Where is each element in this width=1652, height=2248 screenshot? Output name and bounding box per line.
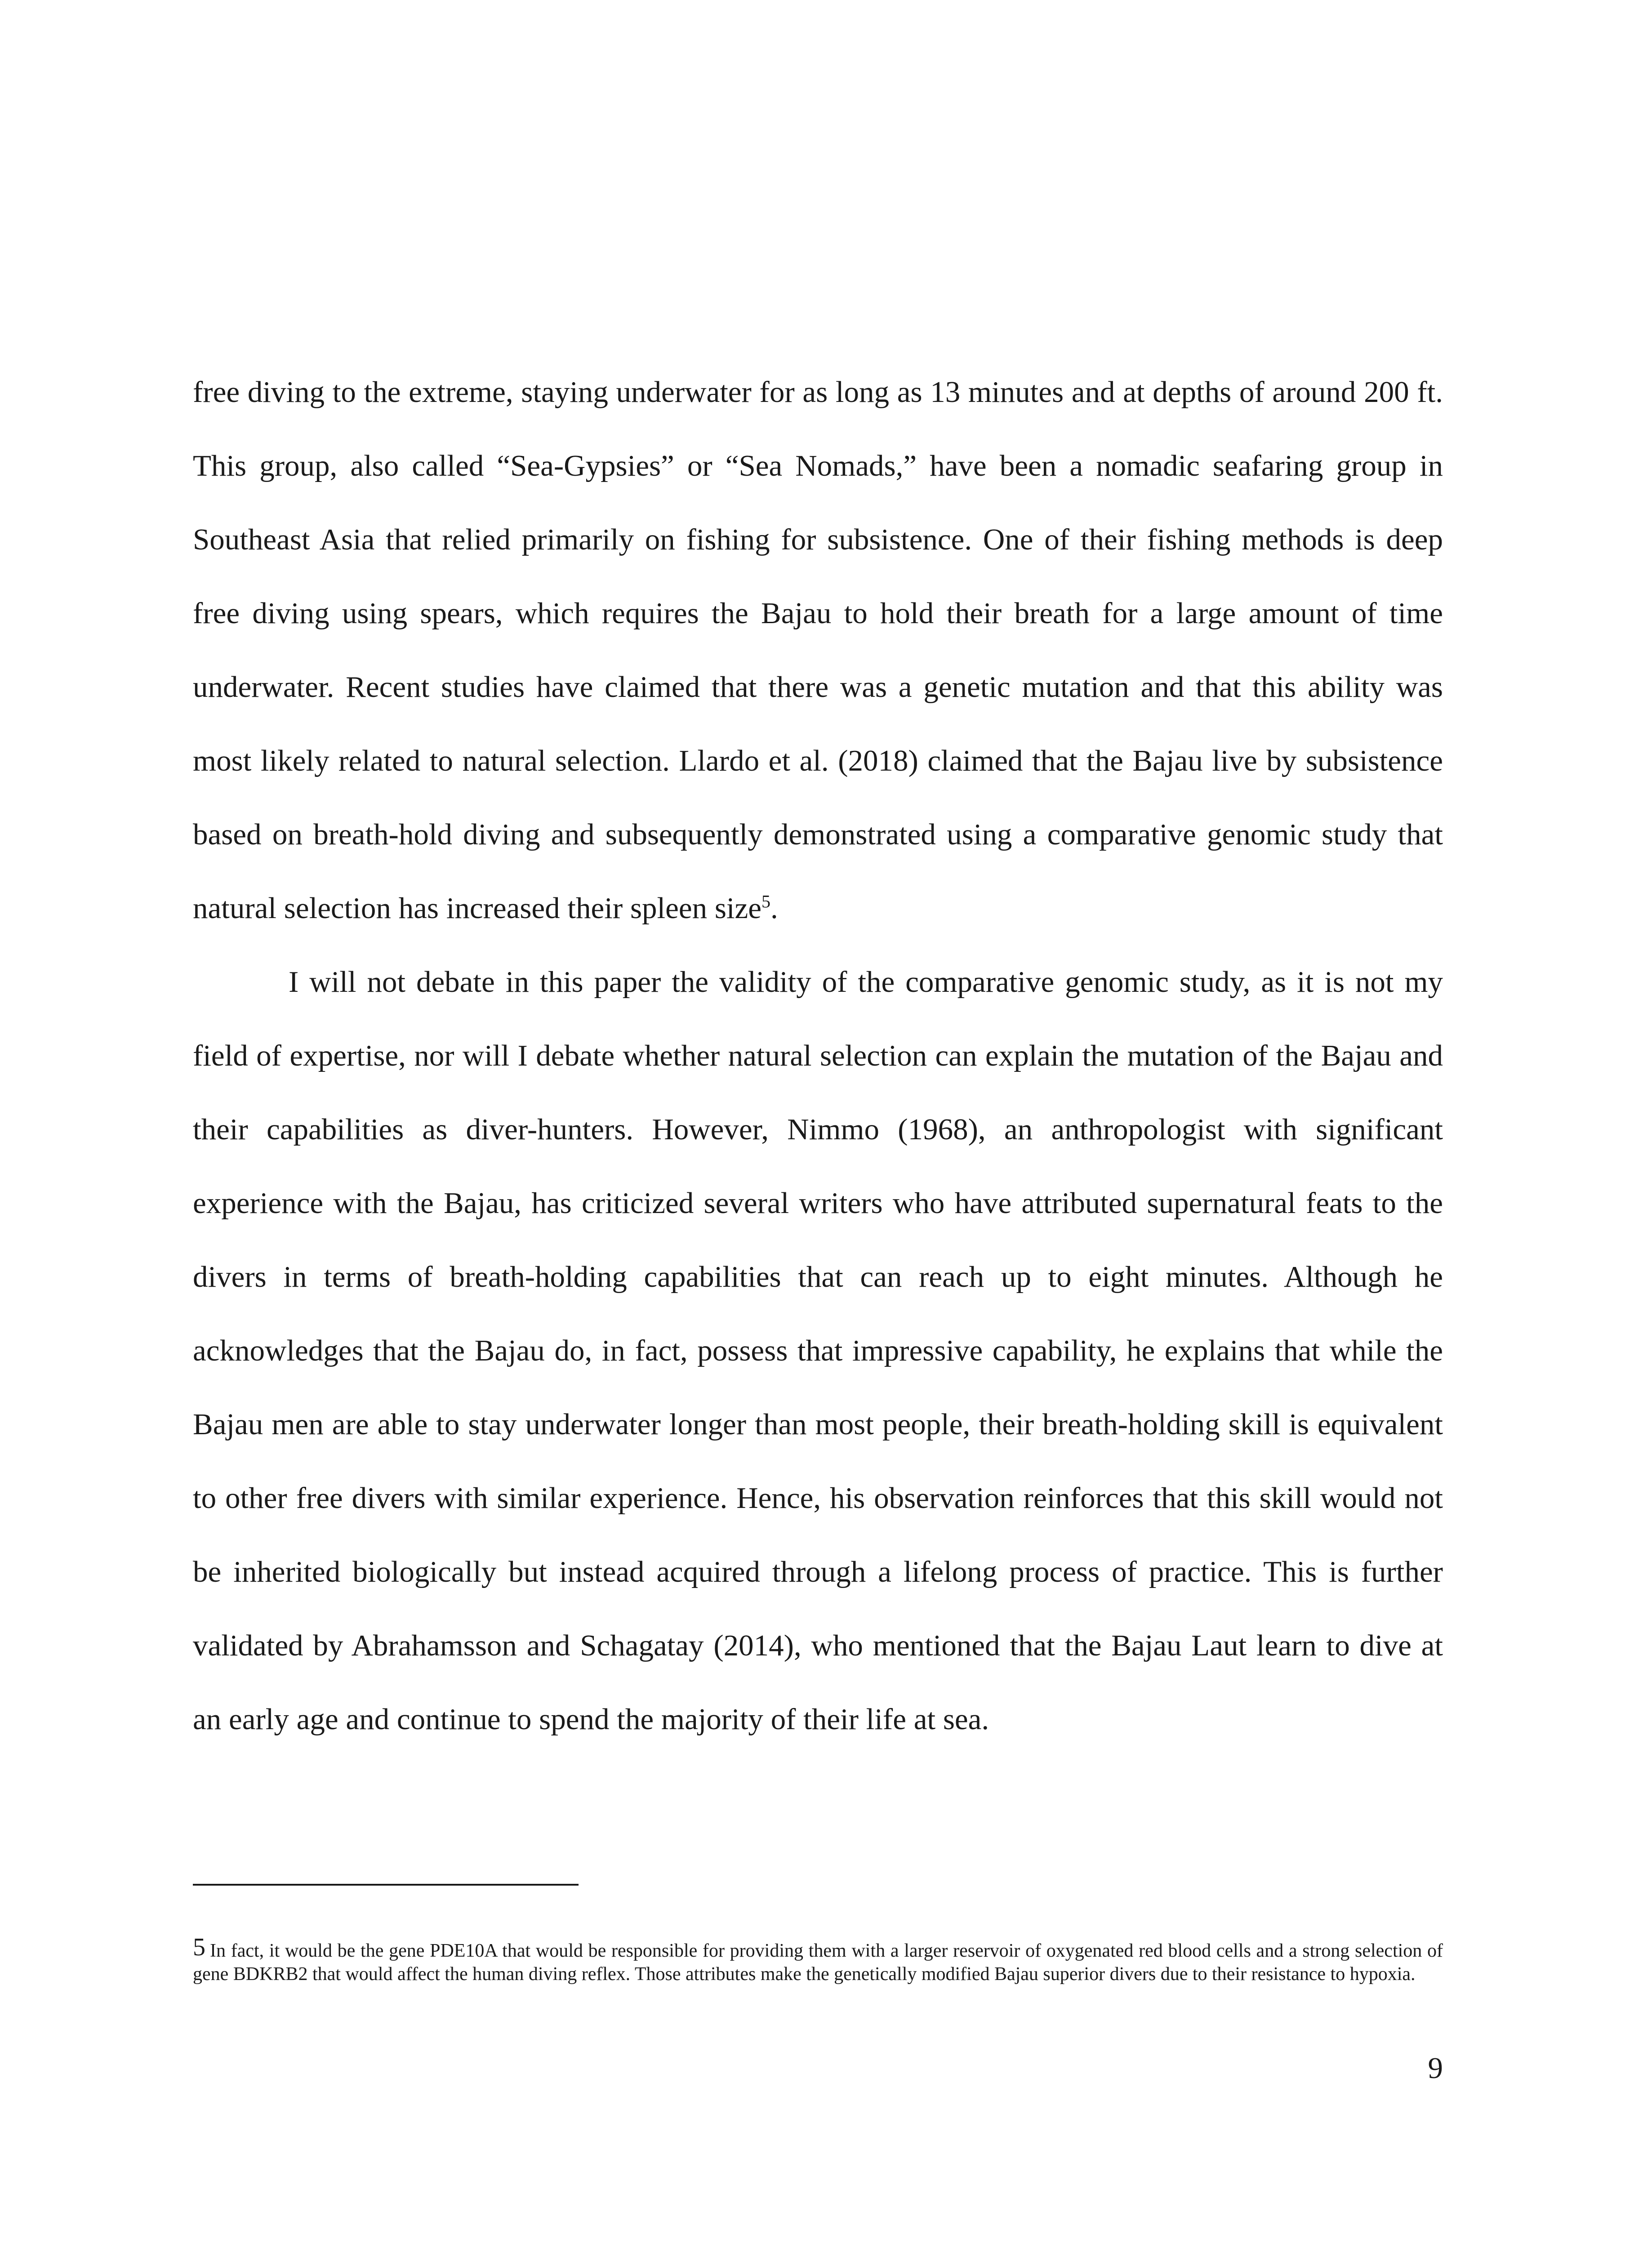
- footnote-number: 5: [193, 1933, 205, 1961]
- footnote: [193, 1933, 1443, 1986]
- paragraph-2: [193, 945, 1443, 1756]
- page-number: 9: [1428, 2052, 1443, 2085]
- footnote-separator: [193, 1884, 579, 1886]
- paragraph-2-text: I will not debate in this paper the validity of the comparative genomic study, as it is not my field of expertise, nor will I debate whether natural selection can explain the mutation of the Bajau and their capabilities as diver-hunters. However, Nimmo (1968), an anthropologist with significant experience with the Bajau, has criticized several writers who have attributed supernatural feats to the divers in terms of breath-holding capabilities that can reach up to eight minutes. Although he acknowledges that the Bajau do, in fact, possess that impressive capability, he explains that while the Bajau men are able to stay underwater longer than most people, their breath-holding skill is equivalent to other free divers with similar experience. Hence, his observation reinforces that this skill would not be inherited biologically but instead acquired through a lifelong process of practice. This is further validated by Abrahamsson and Schagatay (2014), who mentioned that the Bajau Laut learn to dive at an early age and continue to spend the majority of their life at sea.: [193, 965, 1443, 1736]
- body-text: [193, 355, 1443, 1756]
- footnote-reference[interactable]: 5: [761, 891, 771, 912]
- paragraph-1-tail: .: [770, 892, 778, 925]
- paragraph-1-text: free diving to the extreme, staying underwater for as long as 13 minutes and at depths of around 200 ft. This group, also called “Sea-Gypsies” or “Sea Nomads,” have been a nomadic seafaring group in Southeast Asia that relied primarily on fishing for subsistence. One of their fishing methods is deep free diving using spears, which requires the Bajau to hold their breath for a large amount of time underwater. Recent studies have claimed that there was a genetic mutation and that this ability was most likely related to natural selection. Llardo et al. (2018) claimed that the Bajau live by subsistence based on breath-hold diving and subsequently demonstrated using a comparative genomic study that natural selection has increased their spleen size: [193, 375, 1443, 925]
- footnote-text: In fact, it would be the gene PDE10A that would be responsible for providing them with a larger reservoir of oxygenated red blood cells and a strong selection of gene BDKRB2 that would affect the human diving reflex. Those attributes make the genetically modified Bajau superior divers due to their resistance to hypoxia.: [193, 1940, 1443, 1985]
- paragraph-1: [193, 355, 1443, 945]
